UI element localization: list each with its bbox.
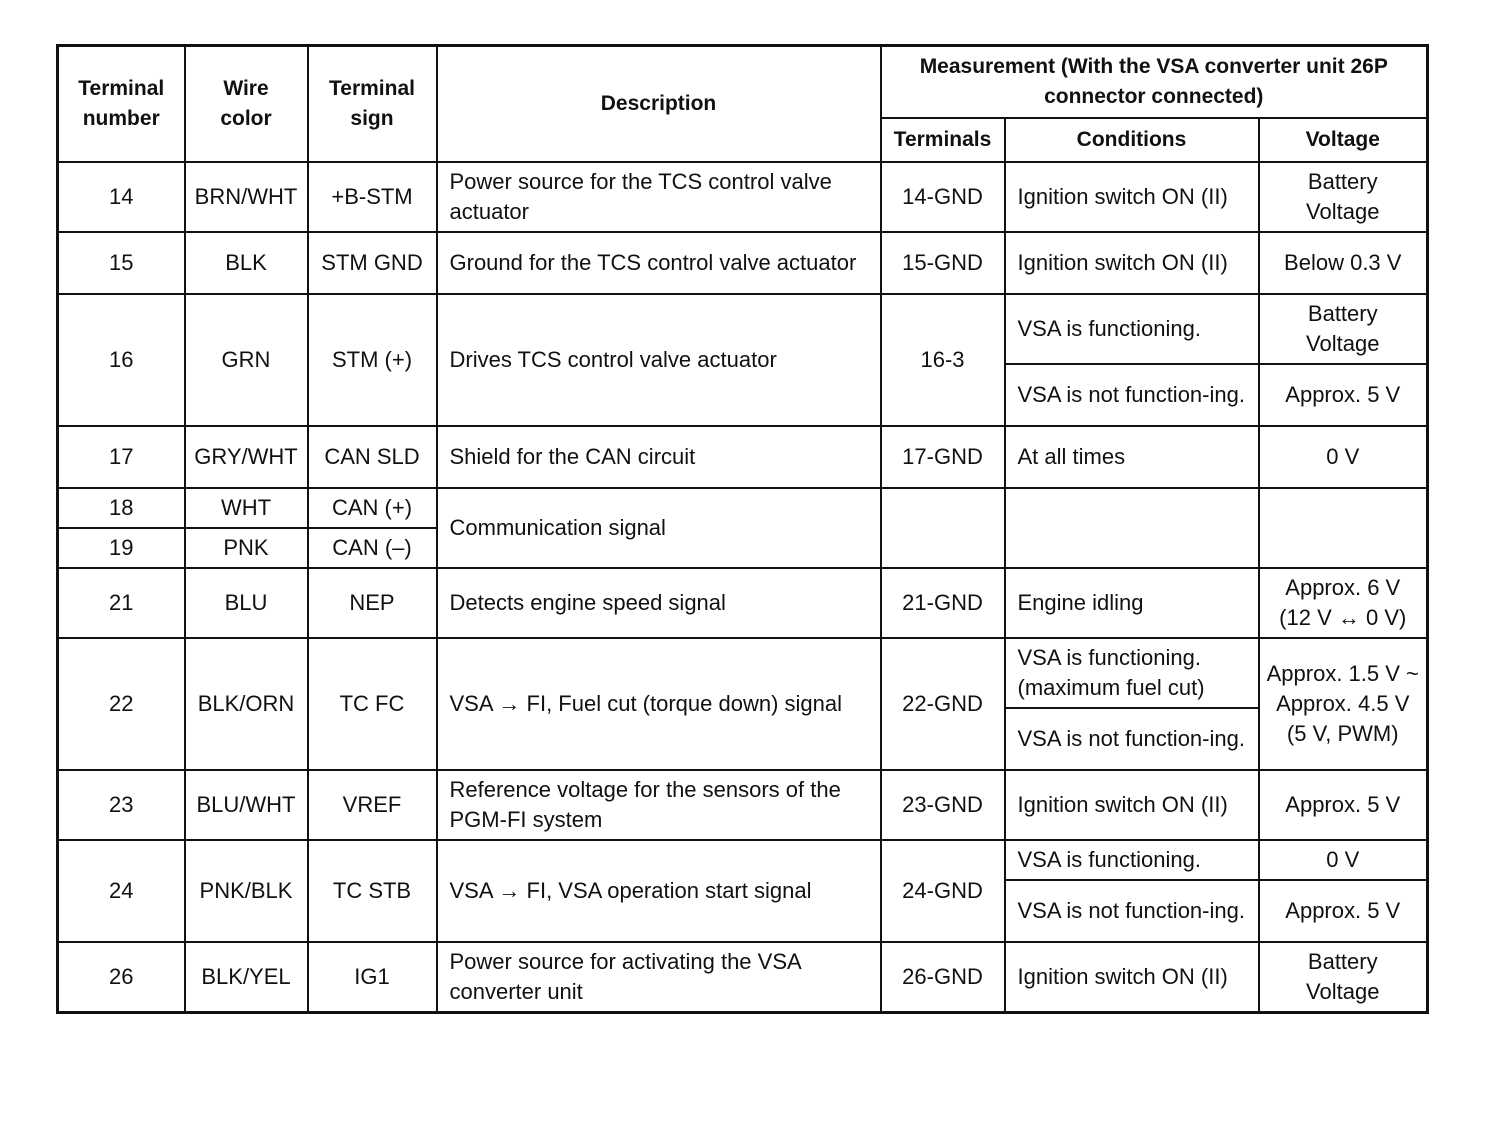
description: Power source for activating the VSA converter unit [437, 942, 881, 1013]
description: Shield for the CAN circuit [437, 426, 881, 488]
table-row [58, 568, 1428, 638]
condition: Engine idling [1005, 568, 1259, 638]
terminals: 17-GND [881, 426, 1005, 488]
terminal-sign: STM GND [308, 232, 437, 294]
terminal-number: 22 [58, 638, 185, 770]
table-row [58, 294, 1428, 364]
terminal-number: 14 [58, 162, 185, 232]
condition: Ignition switch ON (II) [1005, 162, 1259, 232]
table-row [58, 840, 1428, 880]
header-voltage: Voltage [1259, 118, 1428, 162]
terminal-sign: STM (+) [308, 294, 437, 426]
terminal-sign: CAN (+) [308, 488, 437, 528]
condition: VSA is not function-ing. [1005, 880, 1259, 942]
terminals: 14-GND [881, 162, 1005, 232]
terminal-sign: CAN (–) [308, 528, 437, 568]
condition-empty [1005, 488, 1259, 568]
condition: VSA is not function-ing. [1005, 708, 1259, 770]
voltage: Approx. 5 V [1259, 880, 1428, 942]
table-row [58, 942, 1428, 1013]
terminals: 26-GND [881, 942, 1005, 1013]
condition: Ignition switch ON (II) [1005, 942, 1259, 1013]
terminals: 15-GND [881, 232, 1005, 294]
wire-color: GRY/WHT [185, 426, 308, 488]
header-conditions: Conditions [1005, 118, 1259, 162]
condition: VSA is functioning. (maximum fuel cut) [1005, 638, 1259, 708]
wire-color: WHT [185, 488, 308, 528]
terminals: 21-GND [881, 568, 1005, 638]
wire-color: GRN [185, 294, 308, 426]
table-row [58, 638, 1428, 708]
table-row [58, 488, 1428, 528]
description: Ground for the TCS control valve actuator [437, 232, 881, 294]
voltage: Approx. 5 V [1259, 364, 1428, 426]
terminal-sign: TC STB [308, 840, 437, 942]
condition: At all times [1005, 426, 1259, 488]
wire-color: BLK [185, 232, 308, 294]
condition: VSA is functioning. [1005, 294, 1259, 364]
terminal-table [56, 44, 1429, 1014]
terminal-sign: NEP [308, 568, 437, 638]
terminals-empty [881, 488, 1005, 568]
wire-color: PNK [185, 528, 308, 568]
voltage: 0 V [1259, 840, 1428, 880]
table-row [58, 770, 1428, 840]
wire-color: BLU [185, 568, 308, 638]
condition: Ignition switch ON (II) [1005, 770, 1259, 840]
description: Communication signal [437, 488, 881, 568]
condition: VSA is functioning. [1005, 840, 1259, 880]
voltage: Battery Voltage [1259, 162, 1428, 232]
table-row [58, 232, 1428, 294]
header-row [58, 46, 1428, 118]
terminal-sign: +B-STM [308, 162, 437, 232]
voltage: Battery Voltage [1259, 942, 1428, 1013]
header-measurement: Measurement (With the VSA converter unit 26P connector connected) [881, 46, 1428, 118]
description: Power source for the TCS control valve actuator [437, 162, 881, 232]
header-terminals: Terminals [881, 118, 1005, 162]
description: Reference voltage for the sensors of the PGM-FI system [437, 770, 881, 840]
terminal-number: 17 [58, 426, 185, 488]
terminal-number: 21 [58, 568, 185, 638]
terminals: 22-GND [881, 638, 1005, 770]
terminals: 23-GND [881, 770, 1005, 840]
description: VSA → FI, Fuel cut (torque down) signal [437, 638, 881, 770]
wire-color: BLK/YEL [185, 942, 308, 1013]
terminal-sign: VREF [308, 770, 437, 840]
header-terminal-sign: Terminal sign [308, 46, 437, 162]
terminal-number: 23 [58, 770, 185, 840]
terminal-number: 24 [58, 840, 185, 942]
terminals: 24-GND [881, 840, 1005, 942]
terminal-number: 19 [58, 528, 185, 568]
wire-color: PNK/BLK [185, 840, 308, 942]
header-wire-color: Wire color [185, 46, 308, 162]
condition: Ignition switch ON (II) [1005, 232, 1259, 294]
terminal-number: 16 [58, 294, 185, 426]
terminal-sign: CAN SLD [308, 426, 437, 488]
voltage-empty [1259, 488, 1428, 568]
wire-color: BLU/WHT [185, 770, 308, 840]
table-row [58, 162, 1428, 232]
terminal-number: 18 [58, 488, 185, 528]
voltage: Approx. 1.5 V ~ Approx. 4.5 V (5 V, PWM) [1259, 638, 1428, 770]
condition: VSA is not function-ing. [1005, 364, 1259, 426]
description: Drives TCS control valve actuator [437, 294, 881, 426]
terminal-table-sheet [56, 44, 1426, 1014]
table-row [58, 426, 1428, 488]
wire-color: BLK/ORN [185, 638, 308, 770]
terminal-sign: TC FC [308, 638, 437, 770]
voltage: Battery Voltage [1259, 294, 1428, 364]
header-terminal-number: Terminal number [58, 46, 185, 162]
wire-color: BRN/WHT [185, 162, 308, 232]
terminal-number: 15 [58, 232, 185, 294]
voltage: 0 V [1259, 426, 1428, 488]
terminal-number: 26 [58, 942, 185, 1013]
voltage: Below 0.3 V [1259, 232, 1428, 294]
header-description: Description [437, 46, 881, 162]
terminal-sign: IG1 [308, 942, 437, 1013]
description: Detects engine speed signal [437, 568, 881, 638]
description: VSA → FI, VSA operation start signal [437, 840, 881, 942]
voltage: Approx. 6 V (12 V ↔ 0 V) [1259, 568, 1428, 638]
terminals: 16-3 [881, 294, 1005, 426]
voltage: Approx. 5 V [1259, 770, 1428, 840]
